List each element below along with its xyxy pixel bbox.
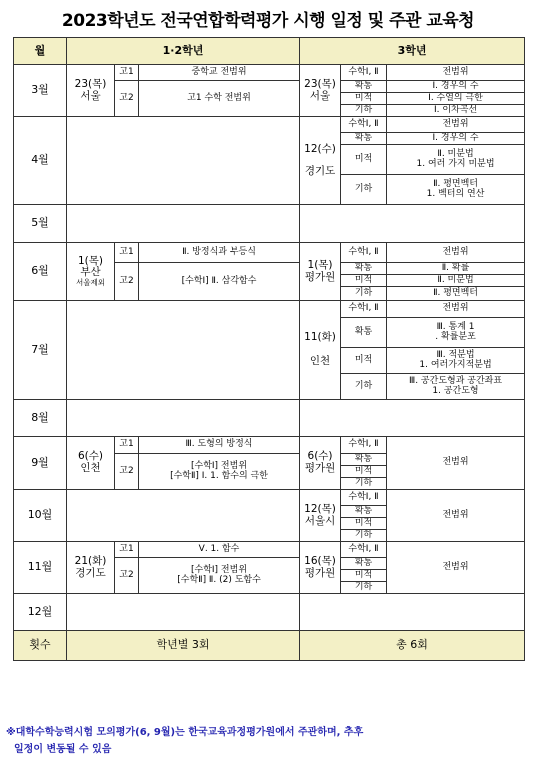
g3-date-cell [300,490,341,542]
g12-region: 서울 [80,89,101,102]
month-label: 10월 [14,490,67,542]
month-label: 9월 [14,437,67,490]
g3-subject: 기하 [341,287,387,301]
g12-date: 6(수) [77,450,104,463]
g3-subject: 수학Ⅰ, Ⅱ [341,301,387,318]
g12-empty-cell [67,400,300,437]
g3-subject: 미적 [341,466,387,478]
g3-date: 11(화) [304,331,336,344]
g3-scope: Ⅰ. 수열의 극한 [387,93,525,105]
g3-subject: 확통 [341,318,387,348]
g3-scope: 전범위 [387,490,525,542]
g3-scope: Ⅱ. 미분법 [387,275,525,287]
g12-scope: 고1 수학 전범위 [139,81,300,117]
g3-subject: 기하 [341,105,387,117]
g12-region: 경기도 [75,566,106,579]
g12-grade: 고1 [115,243,139,263]
g3-scope-cell [387,318,525,348]
table-row [14,437,525,454]
g3-region: 평가원 [304,462,336,474]
month-label: 8월 [14,400,67,437]
g3-subject: 수학Ⅰ, Ⅱ [341,490,387,506]
g3-subject: 수학Ⅰ, Ⅱ [341,542,387,558]
table-row [14,243,525,263]
g3-date: 1(목) [307,258,333,271]
g3-subject: 확통 [341,558,387,570]
footnote-line: 일정이 변동될 수 있음 [14,744,112,755]
g3-scope-line: 1. 여러 가지 미분법 [416,158,495,169]
g3-scope: 전범위 [387,542,525,594]
g3-subject: 확통 [341,263,387,275]
g3-scope-line: 1. 공간도형 [432,385,479,396]
month-label: 5월 [14,205,67,243]
g12-scope-cell [139,454,300,490]
page-title: 2023학년도 전국연합학력평가 시행 일정 및 주관 교육청 [61,11,475,31]
g3-date-cell [300,437,341,490]
g3-date-cell [300,301,341,400]
g3-scope: Ⅰ. 경우의 수 [387,133,525,145]
footer-label: 횟수 [14,631,67,661]
g12-scope-line: [수학Ⅰ] 전범위 [191,564,248,575]
g3-scope-cell [387,348,525,374]
month-label: 7월 [14,301,67,400]
table-row [14,490,525,506]
header-row [14,38,525,65]
footer-grade3-count: 총 6회 [300,631,525,661]
g12-date-cell [67,243,115,301]
g12-grade: 고2 [115,558,139,594]
table-row [14,400,525,437]
g12-scope-line: [수학Ⅰ] 전범위 [191,460,248,471]
g12-date: 1(목) [77,254,104,267]
g3-scope: 전범위 [387,65,525,81]
g3-date-cell [300,243,341,301]
g3-date-cell [300,117,341,205]
g3-scope-line: 1. 여러가지적분법 [419,359,492,370]
g3-scope-line: Ⅲ. 공간도형과 공간좌표 [409,375,503,386]
g3-date: 12(수) [304,142,336,155]
g3-subject: 수학Ⅰ, Ⅱ [341,243,387,263]
g3-date: 23(목) [304,77,336,90]
g12-region: 인천 [80,462,101,474]
g3-scope-line: Ⅱ. 평면벡터 [433,178,478,189]
g3-scope-line: Ⅲ. 적분법 [436,349,475,360]
g3-scope-line: . 확률분포 [435,331,476,342]
g12-region: 부산 [80,266,101,279]
g12-date: 21(화) [74,554,107,567]
g12-empty-cell [67,490,300,542]
g12-empty-cell [67,117,300,205]
g3-region: 서울 [309,89,331,102]
g12-scope: 중학교 전범위 [139,65,300,81]
g3-subject: 기하 [341,582,387,594]
g3-subject: 수학Ⅰ, Ⅱ [341,65,387,81]
table-row [14,65,525,81]
g3-region: 평가원 [304,566,336,579]
g12-scope: [수학Ⅰ] Ⅱ. 삼각함수 [139,263,300,301]
g3-region: 인천 [309,355,331,367]
g3-scope: 전범위 [387,437,525,490]
table-row [14,542,525,558]
g3-subject: 미적 [341,93,387,105]
g12-scope-line: [수학Ⅱ] Ⅱ. (2) 도함수 [177,574,261,585]
g3-subject: 미적 [341,570,387,582]
footer-grade12-count: 학년별 3회 [67,631,300,661]
g3-scope: Ⅱ. 평면벡터 [387,287,525,301]
g12-grade: 고2 [115,81,139,117]
g12-grade: 고2 [115,263,139,301]
table-row [14,205,525,243]
g12-grade: 고1 [115,542,139,558]
g3-scope-cell [387,175,525,205]
g3-subject: 기하 [341,374,387,400]
g3-date-cell [300,65,341,117]
g3-scope: Ⅰ. 이차곡선 [387,105,525,117]
header-grade3: 3학년 [300,38,525,65]
g3-scope: 전범위 [387,243,525,263]
g3-date-cell [300,542,341,594]
g3-subject: 미적 [341,348,387,374]
g3-subject: 미적 [341,518,387,530]
header-grade12: 1·2학년 [67,38,300,65]
g3-scope: Ⅱ. 확률 [387,263,525,275]
g3-empty-cell [300,205,525,243]
table-row [14,301,525,318]
month-label: 12월 [14,594,67,631]
g3-date: 12(목) [304,502,336,515]
footnote [6,724,531,758]
g3-subject: 미적 [341,145,387,175]
g12-scope: Ⅱ. 방정식과 부등식 [139,243,300,263]
g12-region-note: 서울제외 [76,277,105,287]
g3-date: 6(수) [307,450,333,463]
g3-subject: 확통 [341,454,387,466]
g3-subject: 확통 [341,506,387,518]
g12-date-cell [67,65,115,117]
g3-subject: 수학Ⅰ, Ⅱ [341,437,387,454]
schedule-table [13,37,525,661]
g3-empty-cell [300,594,525,631]
g3-scope-line: 1. 벡터의 연산 [426,188,485,199]
g12-date: 23(목) [74,77,107,90]
footnote-line: ※대학수학능력시험 모의평가(6, 9월)는 한국교육과정평가원에서 주관하며, 추후 [6,727,364,738]
g3-region: 평가원 [304,270,336,283]
g3-scope-cell [387,374,525,400]
table-row [14,117,525,133]
g3-scope-line: Ⅱ. 미분법 [437,148,474,159]
header-month: 월 [14,38,67,65]
g12-scope: Ⅴ. 1. 함수 [139,542,300,558]
g12-scope-cell [139,558,300,594]
month-label: 11월 [14,542,67,594]
month-label: 3월 [14,65,67,117]
g3-region: 경기도 [304,164,336,177]
g3-subject: 기하 [341,175,387,205]
g12-date-cell [67,542,115,594]
g12-grade: 고2 [115,454,139,490]
table-row [14,594,525,631]
g12-grade: 고1 [115,437,139,454]
g3-empty-cell [300,400,525,437]
g12-grade: 고1 [115,65,139,81]
g12-scope-line: [수학Ⅱ] Ⅰ. 1. 함수의 극한 [170,470,268,481]
g3-scope: 전범위 [387,301,525,318]
g3-subject: 확통 [341,81,387,93]
g3-scope: Ⅰ. 경우의 수 [387,81,525,93]
g3-subject: 수학Ⅰ, Ⅱ [341,117,387,133]
g3-subject: 미적 [341,275,387,287]
g12-empty-cell [67,594,300,631]
g3-scope-cell [387,145,525,175]
g3-subject: 기하 [341,530,387,542]
g12-date-cell [67,437,115,490]
g12-empty-cell [67,205,300,243]
footer-row [14,631,525,661]
g3-region: 서울시 [304,514,336,527]
month-label: 4월 [14,117,67,205]
g3-scope: 전범위 [387,117,525,133]
g3-date: 16(목) [304,554,336,567]
g3-scope-line: Ⅲ. 통계 1 [436,321,475,332]
month-label: 6월 [14,243,67,301]
g12-empty-cell [67,301,300,400]
g3-subject: 기하 [341,478,387,490]
g3-subject: 확통 [341,133,387,145]
g12-scope: Ⅲ. 도형의 방정식 [139,437,300,454]
